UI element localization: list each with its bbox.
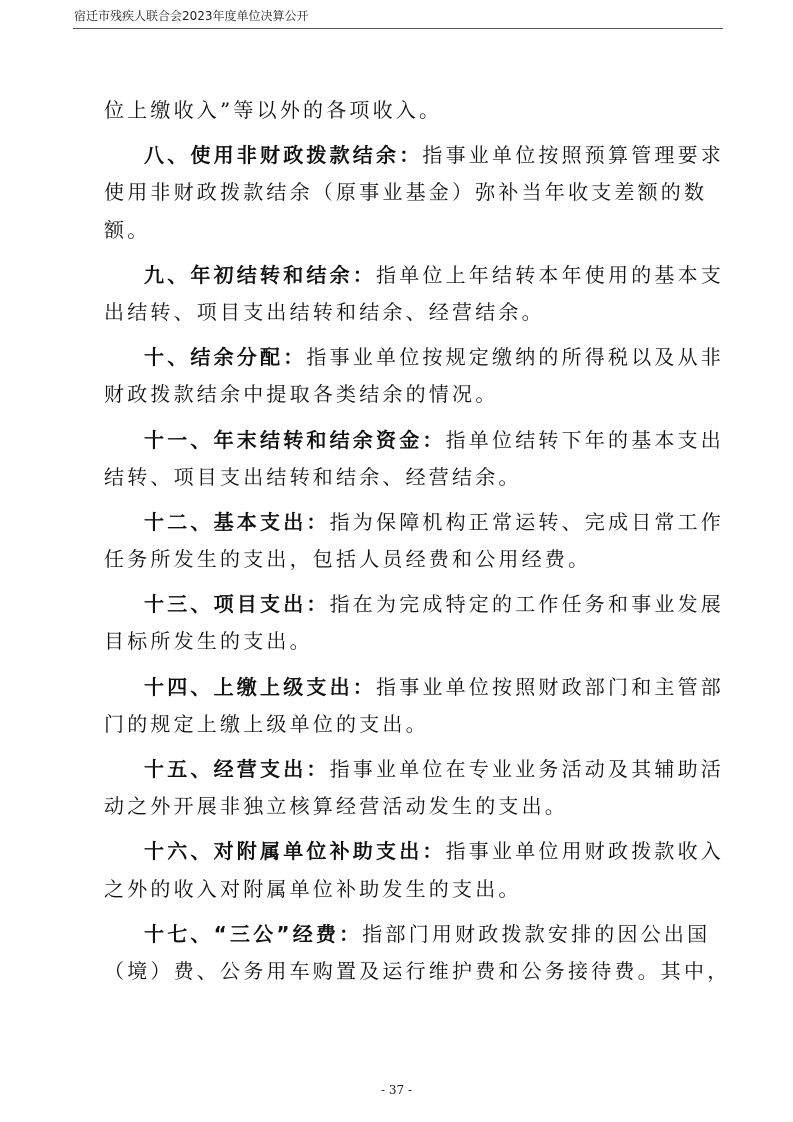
- definition-term: 九、年初结转和结余：: [144, 262, 376, 287]
- definition-text-line: 目标所发生的支出。: [104, 629, 313, 654]
- definition-text: 指单位结转下年的基本支出: [445, 427, 725, 452]
- definition-item-13: [104, 586, 725, 623]
- definition-text: 指为保障机构正常运转、完成日常工作: [329, 509, 725, 534]
- definition-text-line: （境）费、公务用车购置及运行维护费和公务接待费。其中，: [104, 958, 731, 983]
- definition-item-17: [104, 916, 711, 953]
- definition-text-line: 额。: [104, 217, 151, 242]
- definition-text: 指事业单位按照财政部门和主管部: [376, 674, 724, 699]
- definition-text: 指事业单位用财政拨款收入: [445, 839, 725, 864]
- definition-item-14: [104, 669, 724, 706]
- definition-text: 指部门用财政拨款安排的因公出国: [362, 921, 711, 946]
- definition-text-line: 结转、项目支出结转和结余、经营结余。: [104, 464, 522, 489]
- definition-text-line: 使用非财政拨款结余（原事业基金）弥补当年收支差额的数: [104, 180, 708, 205]
- definition-term: 十七、“三公”经费：: [144, 921, 363, 946]
- definition-term: 十五、经营支出：: [144, 757, 330, 781]
- definition-text: 指在为完成特定的工作任务和事业发展: [329, 592, 725, 617]
- definition-text: 指事业单位按照预算管理要求: [422, 143, 725, 168]
- definition-text-line: 之外的收入对附属单位补助发生的支出。: [104, 876, 522, 901]
- definition-term: 八、使用非财政拨款结余：: [144, 143, 423, 168]
- definition-text-line: 门的规定上缴上级单位的支出。: [104, 711, 429, 736]
- definition-text-line: 任务所发生的支出，包括人员经费和公用经费。: [104, 547, 592, 572]
- continuation-line: 位上缴收入”等以外的各项收入。: [104, 98, 443, 122]
- definition-text-line: 财政拨款结余中提取各类结余的情况。: [104, 382, 499, 407]
- definition-item-16: [104, 833, 725, 870]
- definition-term: 十、结余分配：: [144, 345, 307, 370]
- definition-term: 十二、基本支出：: [144, 509, 330, 534]
- definition-text: 指单位上年结转本年使用的基本支: [376, 262, 724, 287]
- page-number: - 37 -: [380, 1083, 412, 1097]
- document-body: [104, 92, 731, 990]
- definition-term: 十四、上缴上级支出：: [144, 674, 376, 699]
- definition-term: 十三、项目支出：: [144, 592, 330, 617]
- definition-text: 指事业单位按规定缴纳的所得税以及从非: [306, 345, 725, 370]
- definition-item-11: [104, 422, 725, 459]
- definition-item-8: [104, 137, 725, 174]
- running-header: 宿迁市残疾人联合会2023年度单位决算公开: [74, 9, 309, 23]
- definition-item-10: [104, 339, 725, 376]
- definition-item-15: [104, 751, 725, 788]
- definition-term: 十一、年末结转和结余资金：: [144, 427, 446, 452]
- definition-text-line: 动之外开展非独立核算经营活动发生的支出。: [104, 794, 568, 819]
- header-divider: [73, 28, 723, 29]
- definition-item-12: [104, 504, 725, 541]
- definition-text-line: 出结转、项目支出结转和结余、经营结余。: [104, 299, 545, 324]
- definition-item-9: [104, 257, 724, 294]
- definition-text: 指事业单位在专业业务活动及其辅助活: [329, 757, 725, 781]
- definition-term: 十六、对附属单位补助支出：: [144, 839, 446, 864]
